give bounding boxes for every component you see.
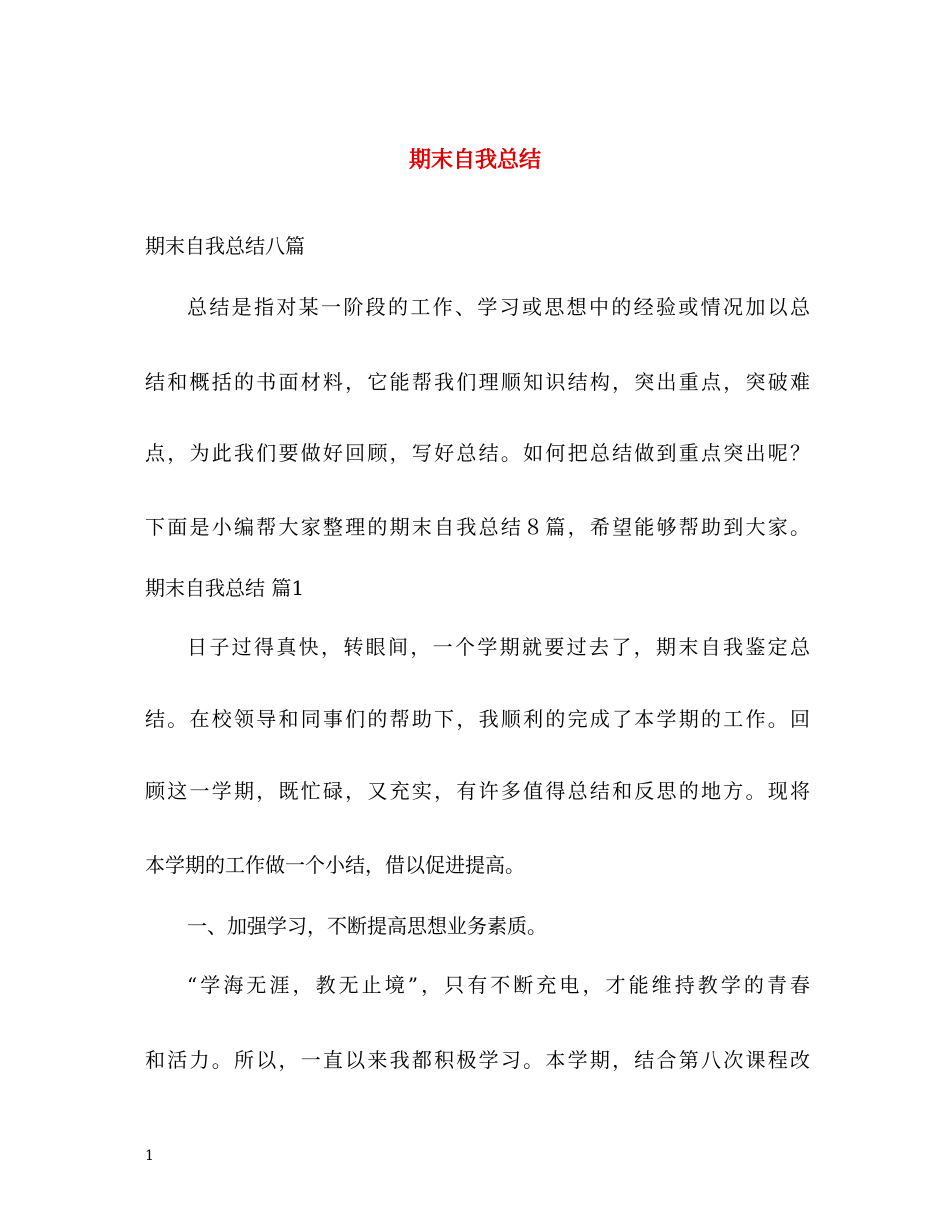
intro-line-2: 结和概括的书面材料，它能帮我们理顺知识结构，突出重点，突破难 bbox=[145, 370, 810, 394]
section-line-1: 日子过得真快，转眼间，一个学期就要过去了，期末自我鉴定总 bbox=[187, 635, 810, 659]
document-subtitle: 期末自我总结八篇 bbox=[145, 234, 305, 258]
document-title: 期末自我总结 bbox=[408, 147, 541, 173]
section-heading: 期末自我总结 篇1 bbox=[145, 576, 305, 600]
section-line-4: 本学期的工作做一个小结，借以促进提高。 bbox=[145, 853, 525, 877]
section-line-2: 结。在校领导和同事们的帮助下，我顺利的完成了本学期的工作。回 bbox=[145, 707, 810, 731]
point-heading: 一、加强学习，不断提高思想业务素质。 bbox=[187, 914, 547, 938]
intro-line-4: 下面是小编帮大家整理的期末自我总结８篇，希望能够帮助到大家。 bbox=[145, 515, 810, 539]
point-line-2: 和活力。所以，一直以来我都积极学习。本学期，结合第八次课程改 bbox=[145, 1048, 810, 1072]
intro-line-3: 点，为此我们要做好回顾，写好总结。如何把总结做到重点突出呢？ bbox=[145, 441, 810, 465]
page-number: 1 bbox=[145, 1148, 154, 1164]
point-line-1: “学海无涯，教无止境”，只有不断充电，才能维持教学的青春 bbox=[187, 973, 810, 997]
intro-line-1: 总结是指对某一阶段的工作、学习或思想中的经验或情况加以总 bbox=[187, 295, 810, 319]
section-line-3: 顾这一学期，既忙碌，又充实，有许多值得总结和反思的地方。现将 bbox=[145, 779, 810, 803]
